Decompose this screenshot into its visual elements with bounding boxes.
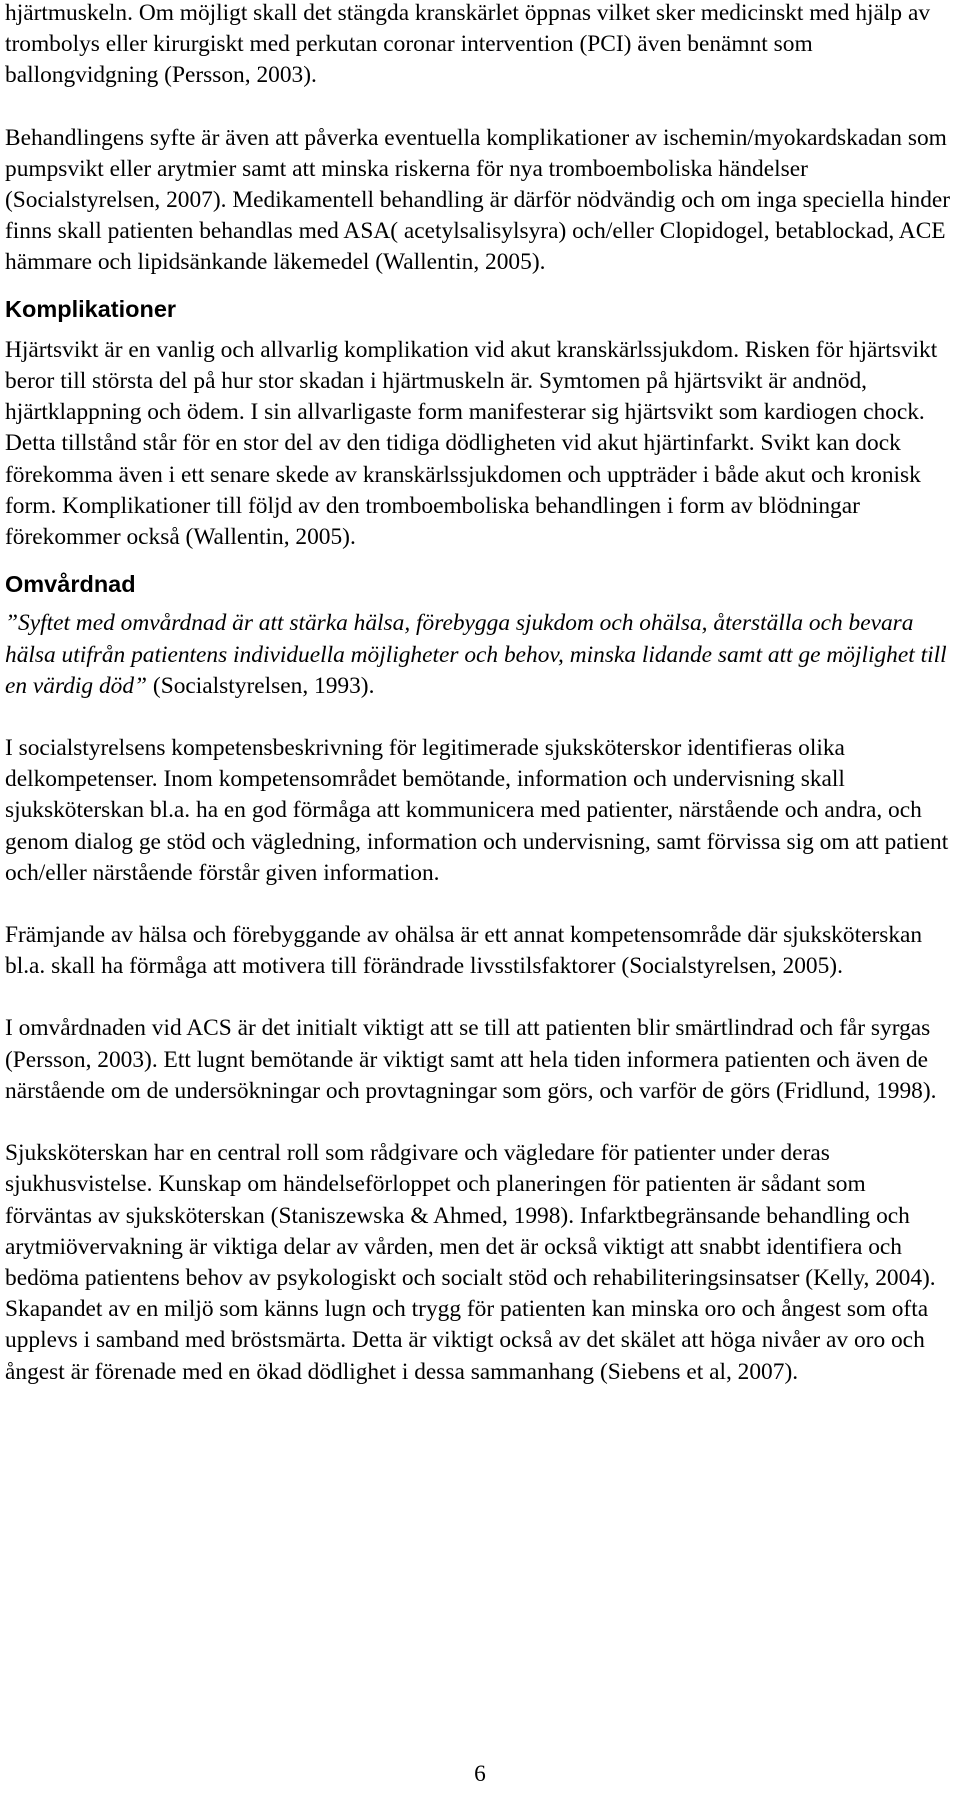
paragraph-acs-care: I omvårdnaden vid ACS är det initialt viktigt att se till att patienten blir smärtlindrad och får syrgas (Persson, 2003). Ett lugnt bemötande är viktigt samt att hela tiden informera patienten och även de närstående om de undersökningar och provtagningar som görs, och varför de görs (Fridlund, 1998). [5,1015,937,1104]
heading-omvardnad: Omvårdnad [5,571,136,598]
paragraph-competence-description: I socialstyrelsens kompetensbeskrivning för legitimerade sjuksköterskor identifieras olika delkompetenser. Inom kompetensområdet bemötande, information och undervisning skall sjuksköterskan bl.a. ha en god förmåga att kommunicera med patienter, närstående och andra, och genom dialog ge stöd och vägledning, information och undervisning, samt förvissa sig om att patient och/eller närstående förstår given information. [5,735,949,886]
paragraph-nurse-role: Sjuksköterskan har en central roll som rådgivare och vägledare för patienter under deras sjukhusvistelse. Kunskap om händelseförloppet och planeringen för patienten är sådant som förväntas av sjuksköterskan (Staniszewska & Ahmed, 1998). Infarktbegränsande behandling och arytmiövervakning är viktiga delar av vården, men det är också viktigt att snabbt identifiera och bedöma patientens behov av psykologiskt och socialt stöd och rehabiliteringsinsatser (Kelly, 2004). Skapandet av en miljö som känns lugn och trygg för patienten kan minska oro och ångest som ofta upplevs i samband med bröstsmärta. Detta är viktigt också av det skälet att höga nivåer av oro och ångest är förenade med en ökad dödlighet i dessa sammanhang (Siebens et al, 2007). [5,1140,936,1385]
quote-citation: (Socialstyrelsen, 1993). [147,672,375,699]
paragraph-health-promotion: Främjande av hälsa och förebyggande av ohälsa är ett annat kompetensområde där sjuksköterskan bl.a. skall ha förmåga att motivera till förändrade livsstilsfaktorer (Socialstyrelsen, 2005). [5,922,923,980]
page-number: 6 [474,1761,486,1787]
quote-paragraph [5,608,955,702]
paragraph-intro-continuation: hjärtmuskeln. Om möjligt skall det stängda kranskärlet öppnas vilket sker medicinskt med hjälp av trombolys eller kirurgiskt med perkutan coronar intervention (PCI) även benämnt som ballongvidgning (Persson, 2003). [5,0,931,89]
paragraph-complications: Hjärtsvikt är en vanlig och allvarlig komplikation vid akut kranskärlssjukdom. Risken för hjärtsvikt beror till största del på hur stor skadan i hjärtmuskeln är. Symtomen på hjärtsvikt är andnöd, hjärtklappning och ödem. I sin allvarligaste form manifesterar sig hjärtsvikt som kardiogen chock. Detta tillstånd står för en stor del av den tidiga dödligheten vid akut hjärtinfarkt. Svikt kan dock förekomma även i ett senare skede av kranskärlssjukdomen och uppträder i både akut och kronisk form. Komplikationer till följd av den tromboemboliska behandlingen i form av blödningar förekommer också (Wallentin, 2005). [5,336,938,551]
document-page [5,0,955,1388]
heading-komplikationer: Komplikationer [5,295,177,322]
paragraph-treatment-purpose: Behandlingens syfte är även att påverka eventuella komplikationer av ischemin/myokardskadan som pumpsvikt eller arytmier samt att minska riskerna för nya tromboemboliska händelser (Socialstyrelsen, 2007). Medikamentell behandling är därför nödvändig och om inga speciella hinder finns skall patienten behandlas med ASA( acetylsalisylsyra) och/eller Clopidogel, betablockad, ACE hämmare och lipidsänkande läkemedel (Wallentin, 2005). [5,124,951,276]
quote-text: ”Syftet med omvårdnad är att stärka hälsa, förebygga sjukdom och ohälsa, återställa och bevara hälsa utifrån patientens individuella möjligheter och behov, minska lidande samt att ge möjlighet till en värdig död” [5,610,947,699]
